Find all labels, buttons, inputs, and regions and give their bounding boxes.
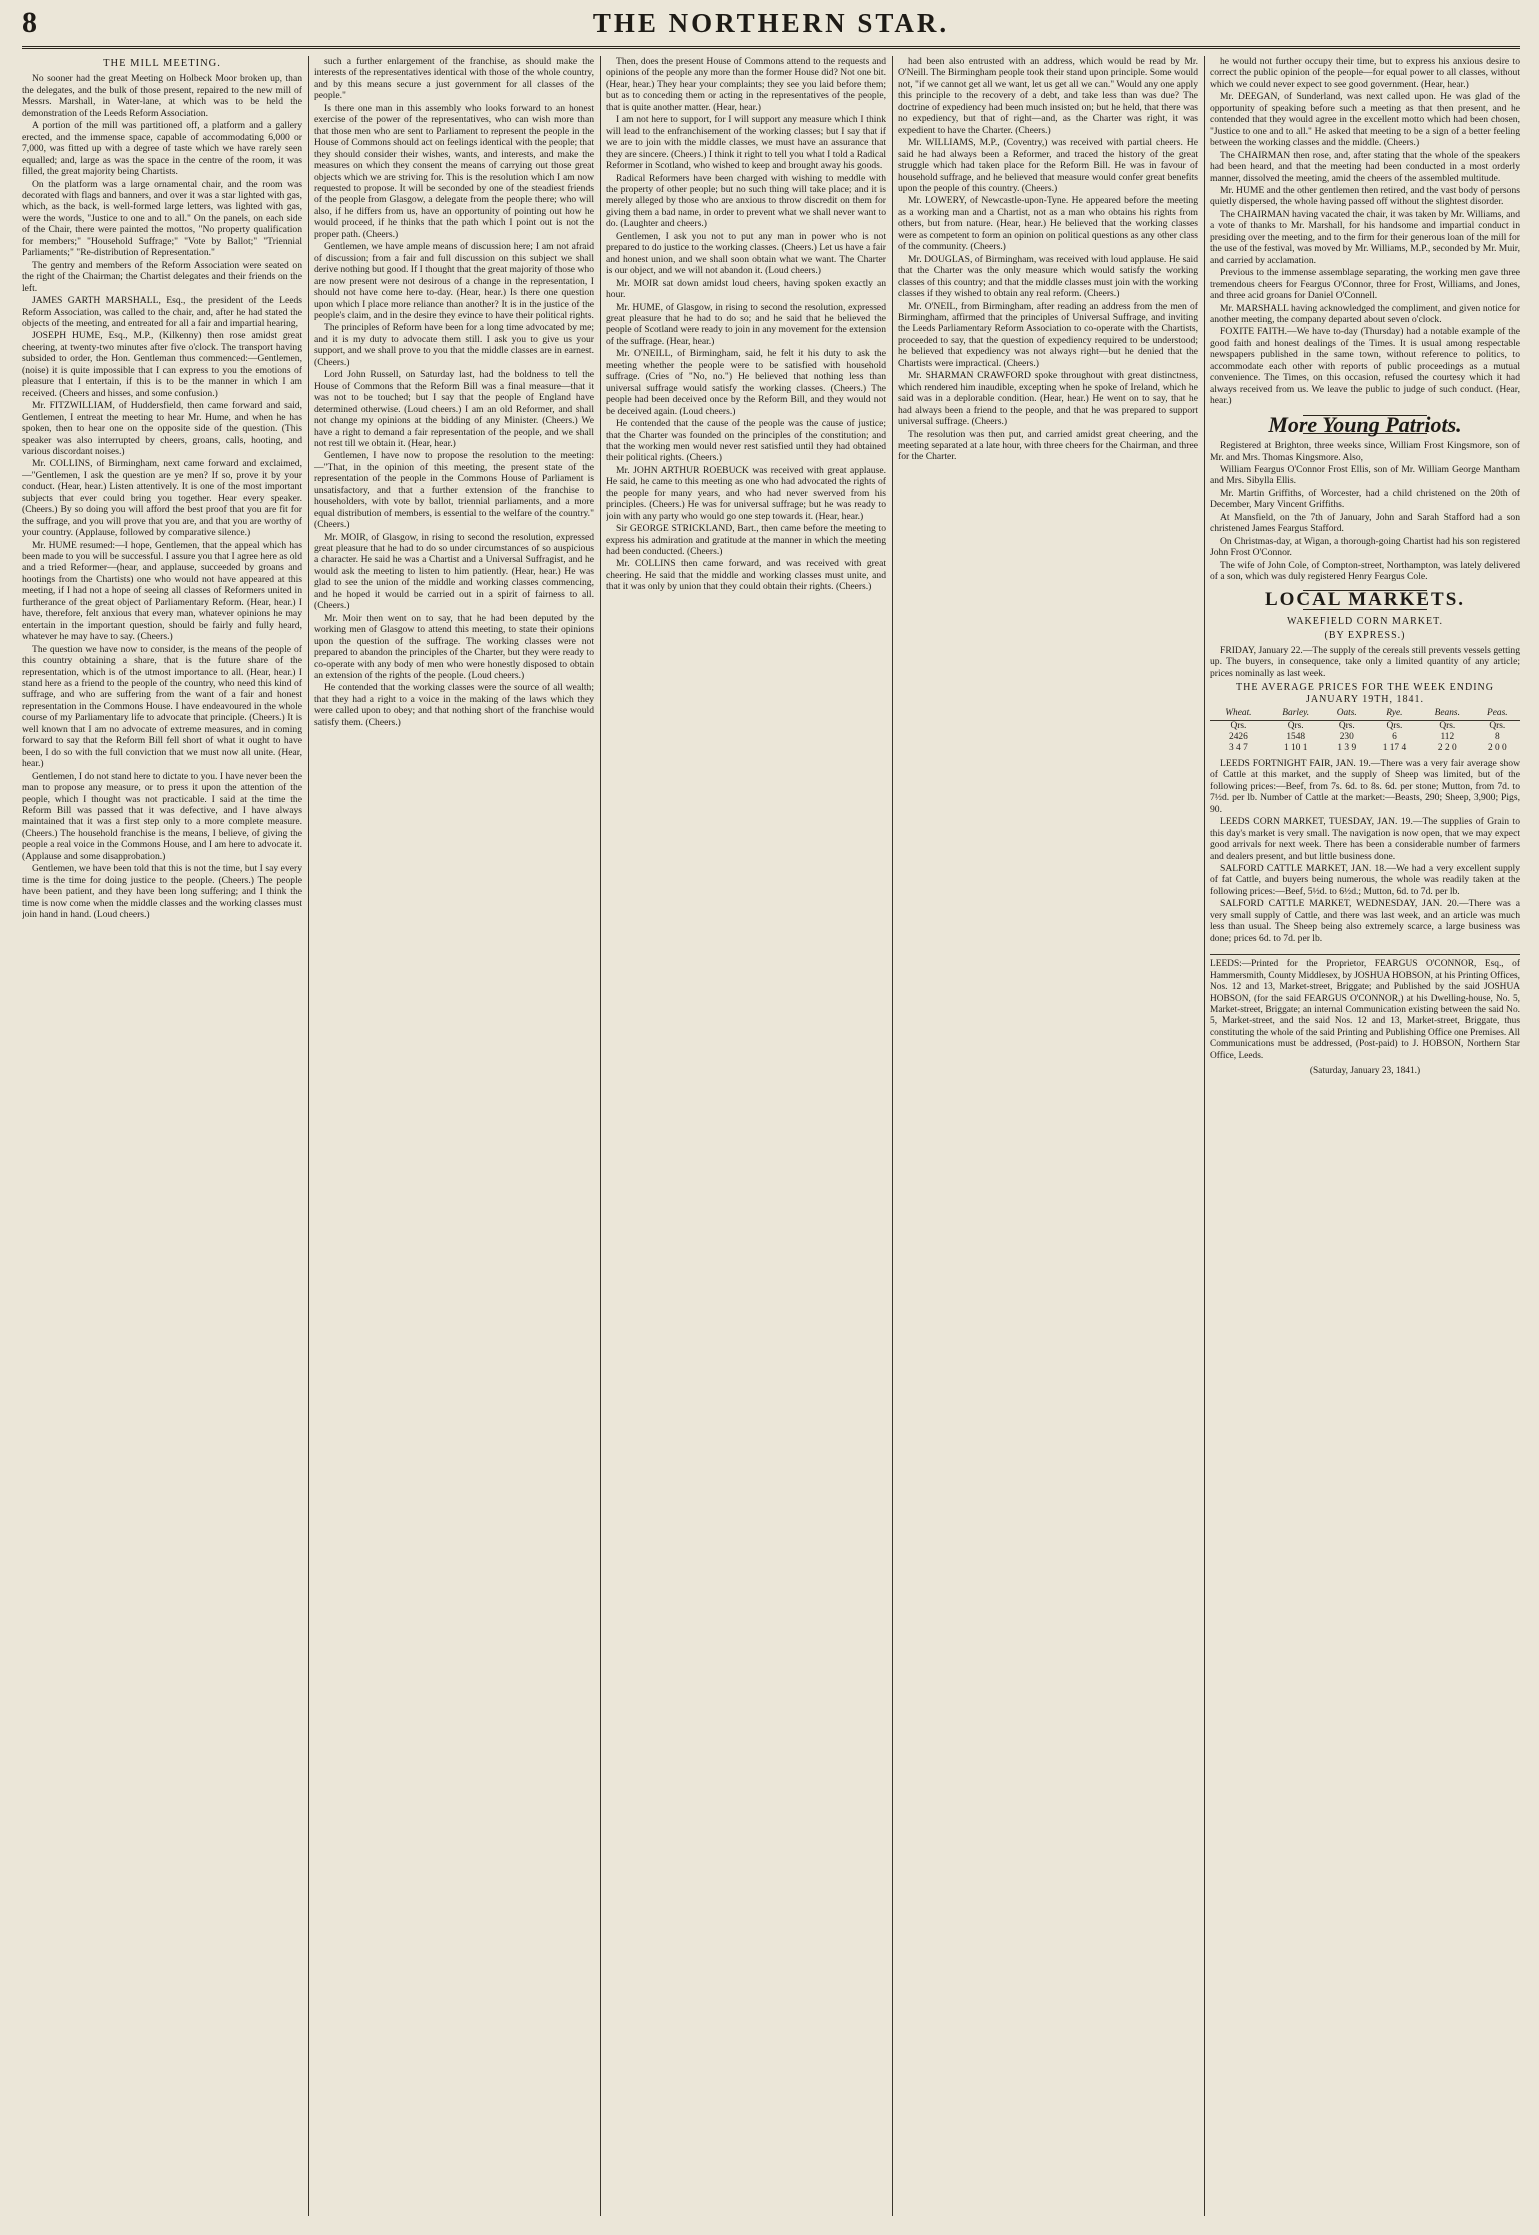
paragraph: Registered at Brighton, three weeks since, William Frost Kingsmore, son of Mr. and Mrs. Thomas Kingsmore. Also, <box>1210 440 1520 463</box>
market-subhead: WAKEFIELD CORN MARKET. <box>1287 615 1443 627</box>
paragraph: The question we have now to consider, is the means of the people of this country obtaining a share, that is the future share of the representation, which is of the utmost importance to all. (Hear, hear.) I stand here as a friend to the people of the country, who need this kind of suffrage, and who are suffering from the want of a fair and honest representation in the Commons House. I have endeavoured in the whole course of my Parliamentary life to advocate that principle. (Cheers.) It is well known that I am no advocate of extreme measures, and in coming forward to say that the Reform Bill fell short of what it ought to have been, I do so with the full conviction that we must now all unite. (Hear, hear.) <box>22 643 302 770</box>
table-cell: 1 10 1 <box>1283 743 1308 754</box>
paragraph: Mr. MOIR, of Glasgow, in rising to second the resolution, expressed great pleasure that he had to do so under circumstances of so auspicious a character. He said he was a Chartist and a Universal Suffragist, and he would ask the meeting to listen to him patiently. (Hear, hear.) He was glad to see the union of the middle and working classes commencing, and he hoped it would be carried out in a spirit of fairness to all. (Cheers.) <box>314 531 594 612</box>
table-cell: Qrs. <box>1489 720 1506 731</box>
paragraph: Mr. Martin Griffiths, of Worcester, had a child christened on the 20th of December, Mary Vincent Griffiths. <box>1210 487 1520 511</box>
paragraph: FOXITE FAITH.—We have to-day (Thursday) had a notable example of the good faith and honest dealings of the Times. It is usual among respectable newspapers published in the same town, without reference to politics, to accommodate each other with reports of public proceedings as a mutual convenience. The Times, on this occasion, refused the courtesy which it had always received from us. We leave the public to judge of such conduct. (Hear, hear.) <box>1210 326 1520 407</box>
paragraph: Mr. JOHN ARTHUR ROEBUCK was received with great applause. He said, he came to this meeting as one who had advocated the rights of the people for many years, and who had never swerved from his principles. (Cheers.) He was for universal suffrage; but he was ready to join with any party who would go one step towards it. (Hear, hear.) <box>606 464 886 522</box>
column-divider <box>1204 56 1205 2216</box>
table-cell: Qrs. <box>1338 720 1355 731</box>
paragraph: Lord John Russell, on Saturday last, had the boldness to tell the House of Commons that the Reform Bill was a final measure—that it was not to be touched; but I say that the people of England have determined otherwise. (Loud cheers.) I am an old Reformer, and shall not change my opinions at the bidding of any Minister. (Cheers.) We have a right to demand a fair representation of the people, and we shall not rest till we obtain it. (Hear, hear.) <box>314 369 594 449</box>
paragraph: The wife of John Cole, of Compton-street, Northampton, was lately delivered of a son, which was duly registered Henry Feargus Cole. <box>1210 559 1520 583</box>
price-table-units <box>1210 720 1520 732</box>
column-divider <box>892 56 893 2216</box>
table-cell: 2 0 0 <box>1487 743 1507 754</box>
paragraph: He contended that the working classes were the source of all wealth; that they had a right to a voice in the making of the laws which they were called upon to obey; and that nothing short of the franchise would satisfy them. (Cheers.) <box>314 682 594 728</box>
price-table-prices <box>1210 743 1520 754</box>
column-5 <box>1210 56 1520 2216</box>
paragraph: Mr. HUME and the other gentlemen then retired, and the vast body of persons quietly dispersed, the whole having passed off without the slightest disorder. <box>1210 184 1520 208</box>
paragraph: Then, does the present House of Commons attend to the requests and opinions of the people any more than the former House did? Not one bit. (Hear, hear.) They hear your complaints; they see you laid before them; but as to conceding them or acting in the representatives of the people, that is quite another matter. (Hear, hear.) <box>606 56 886 113</box>
section-header <box>1210 590 1520 609</box>
table-cell: 3 4 7 <box>1229 743 1248 754</box>
paragraph: LEEDS CORN MARKET, TUESDAY, JAN. 19.—The supplies of Grain to this day's market is very small. The navigation is now open, that we may expect good arrivals for next week. There has been a considerable number of farmers and dealers present, and but little business done. <box>1210 816 1520 862</box>
paragraph: he would not further occupy their time, but to express his anxious desire to correct the public opinion of the people—for equal power to all classes, without which we could never expect to see good government. (Hear, hear.) <box>1210 56 1520 90</box>
paragraph: SALFORD CATTLE MARKET, JAN. 18.—We had a very excellent supply of fat Cattle, and buyers being numerous, the whole was readily taken at the following prices:—Beef, 5½d. to 6½d.; Mutton, 6d. to 7d. per lb. <box>1210 863 1520 897</box>
article-heading: THE MILL MEETING. <box>103 58 221 69</box>
paragraph: Gentlemen, we have been told that this is not the time, but I say every time is the time for doing justice to the people. (Cheers.) The people have been patient, and they have been long suffering; and I think the time is now come when the middle classes and the working classes must join hand in hand. (Loud cheers.) <box>22 863 302 921</box>
table-cell: Peas. <box>1475 708 1520 720</box>
newspaper-title: THE NORTHERN STAR. <box>592 8 950 38</box>
article-body <box>22 73 302 920</box>
paragraph: Mr. DOUGLAS, of Birmingham, was received with loud applause. He said that the Charter was the only measure which would satisfy the working classes of this country; and that the middle classes must join with the working classes if they wished to obtain any real reform. (Cheers.) <box>898 253 1198 300</box>
column-divider <box>600 56 601 2216</box>
table-cell: 230 <box>1339 732 1354 743</box>
imprint-date: (Saturday, January 23, 1841.) <box>1309 1066 1421 1077</box>
paragraph: such a further enlargement of the franchise, as should make the interests of the representatives identical with those of the whole country, and by this means secure a just government for all classes of the people." <box>314 56 594 102</box>
price-table-heading: THE AVERAGE PRICES FOR THE WEEK ENDING JANUARY 19TH, 1841. <box>1235 682 1494 705</box>
paragraph: had been also entrusted with an address, which would be read by Mr. O'Neill. The Birmingham people took their stand upon principle. Some would not, "if we cannot get all we want, let us get all we can." Would any one apply this principle to the recovery of a debt, and take less than was due? The doctrine of expediency had been much insisted on; but he held, that there was no expediency, but that of right—and, as the Charter was right, it was expedient to have the Charter. (Cheers.) <box>898 56 1198 136</box>
paragraph: The CHAIRMAN having vacated the chair, it was taken by Mr. Williams, and a vote of thanks to Mr. Marshall, for his handsome and impartial conduct in presiding over the meeting, and to the firm for their generous loan of the mill for the use of the festival, was moved by Mr. Williams, M.P., seconded by Mr. Muir, and carried by acclamation. <box>1210 208 1520 266</box>
paragraph: JAMES GARTH MARSHALL, Esq., the president of the Leeds Reform Association, was called to the chair, and, after he had stated the objects of the meeting, and entreated for all a fair and impartial hearing, <box>22 295 302 329</box>
paragraph: Mr. FITZWILLIAM, of Huddersfield, then came forward and said, Gentlemen, I entreat the meeting to hear Mr. Hume, and when he has spoken, then to hear one on the opposite side of the question. (This speaker was also interrupted by cheers, groans, calls, hooting, and various discordant noises.) <box>22 400 302 457</box>
market-intro: FRIDAY, January 22.—The supply of the cereals still prevents vessels getting up. The buyers, in consequence, take only a limited quantity of any article; prices nominally as last week. <box>1210 644 1520 679</box>
paragraph: A portion of the mill was partitioned off, a platform and a gallery erected, and the immense space, capable of accommodating 6,000 or 7,000, was fitted up with a degree of taste which we have rarely seen equalled; and, large as was the space in the centre of the room, it was filled, the great majority being Chartists. <box>22 120 302 178</box>
paragraph: The CHAIRMAN then rose, and, after stating that the whole of the speakers had been heard, and that the meeting had been conducted in a most orderly manner, dissolved the meeting, amid the cheers of the assembled multitude. <box>1210 149 1520 184</box>
column-4 <box>898 56 1198 2216</box>
paragraph: William Feargus O'Connor Frost Ellis, son of Mr. William George Mantham and Mrs. Sibylla Ellis. <box>1210 463 1520 487</box>
paragraph: Mr. O'NEILL, of Birmingham, said, he felt it his duty to ask the meeting whether the people were to be satisfied with household suffrage. (Cries of "No, no.") He believed that nothing less than universal suffrage would satisfy the working classes. (Cheers.) The people had been deceived once by the Reform Bill, and they would not be deceived again. (Loud cheers.) <box>606 348 886 417</box>
paragraph: Mr. DEEGAN, of Sunderland, was next called upon. He was glad of the opportunity of speaking before such a meeting as that then present, and he contended that they would agree in the excellent motto which had been chosen, "Justice to one and to all." He asked that meeting to be a sign of a better feeling between the working classes and the middle. (Cheers.) <box>1210 91 1520 149</box>
paragraph: Is there one man in this assembly who looks forward to an honest exercise of the power of the representatives, who can wish more than that those men who are sent to Parliament to represent the people in the House of Commons should act on feelings identical with the people; that they should consider their wishes, wants, and interests, and make the measures on which they consent the means of carrying out those great objects which we are striving for. This is the resolution which I am now requested to propose. It will be seconded by one of the steadiest friends of the people from Glasgow, a delegate from the people there; who will also, if he differs from us, have an opportunity of pointing out how he would proceed, if he thinks that the path which I point out is not the proper path. (Cheers.) <box>314 102 594 240</box>
section-title-young-patriots: More Young Patriots. <box>1268 411 1462 437</box>
table-cell: 2 2 0 <box>1437 743 1457 754</box>
price-table-header <box>1210 708 1520 720</box>
article-body <box>606 56 886 593</box>
imprint <box>1210 954 1520 1078</box>
article-body <box>1210 56 1520 407</box>
paragraph: Mr. MOIR sat down amidst loud cheers, having spoken exactly an hour. <box>606 277 886 301</box>
paragraph: The resolution was then put, and carried amidst great cheering, and the meeting separated at a late hour, with three cheers for the Chairman, and three for the Charter. <box>898 428 1198 463</box>
table-cell: Barley. <box>1267 708 1325 720</box>
imprint-text: LEEDS:—Printed for the Proprietor, FEARGUS O'CONNOR, Esq., of Hammersmith, County Middlesex, by JOSHUA HOBSON, at his Printing Offices, Nos. 12 and 13, Market-street, Briggate; and Published by the said JOSHUA HOBSON, (for the said FEARGUS O'CONNOR,) at his Dwelling-house, No. 5, Market-street, Briggate; an internal Communication existing between the said No. 5, Market-street, and the said Nos. 12 and 13, Market-street, Briggate, thus constituting the whole of the said Printing and Publishing Office one Premises. All Communications must be addressed, (Post-paid) to J. HOBSON, Northern Star Office, Leeds. <box>1210 959 1520 1061</box>
table-cell: Qrs. <box>1230 720 1247 731</box>
market-reports <box>1210 758 1520 944</box>
article-body <box>1210 440 1520 582</box>
table-cell: Qrs. <box>1287 720 1304 731</box>
section-title-local-markets: LOCAL MARKETS. <box>1264 589 1466 611</box>
table-cell: Wheat. <box>1210 708 1267 720</box>
paragraph: Mr. WILLIAMS, M.P., (Coventry,) was received with partial cheers. He said he had always been a Reformer, and traced the history of the great struggle which had taken place for the Reform Bill. He was in favour of household suffrage, and he believed that measure would confer great benefits upon the people of this country. (Cheers.) <box>898 137 1198 194</box>
table-cell: 112 <box>1440 732 1455 743</box>
paragraph: Mr. COLLINS, of Birmingham, next came forward and exclaimed,—"Gentlemen, I ask the question are ye men? If so, prove it by your conduct. (Hear, hear.) Listen attentively. It is one of the most important subjects that ever could bring you together. Hear every speaker. (Cheers.) By so doing you will afford the best proof that you are fit for the suffrage, and you will prove that you are, and that you are worthy of your country. (Applause, followed by comparative silence.) <box>22 458 302 539</box>
price-table-quantities <box>1210 732 1520 743</box>
table-cell: Oats. <box>1325 708 1369 720</box>
paragraph: Mr. Moir then went on to say, that he had been deputed by the working men of Glasgow to attend this meeting, to state their opinions upon the question of the suffrage. The working classes were not prepared to abandon the principles of the Charter, but they were ready to co-operate with any body of men who were honestly disposed to obtain an extension of the rights of the people. (Loud cheers.) <box>314 612 594 682</box>
market-subhead-note: (BY EXPRESS.) <box>1324 630 1406 642</box>
column-divider <box>308 56 309 2216</box>
price-table <box>1210 708 1520 755</box>
masthead <box>22 6 1520 49</box>
column-2 <box>314 56 594 2216</box>
paragraph: On Christmas-day, at Wigan, a thorough-going Chartist had his son registered John Frost O'Connor. <box>1210 535 1520 559</box>
table-cell: Qrs. <box>1386 720 1403 731</box>
table-cell: 2426 <box>1229 732 1248 743</box>
paragraph: JOSEPH HUME, Esq., M.P., (Kilkenny) then rose amidst great cheering, at twenty-two minutes after five o'clock. The transport having subsided to order, the Hon. Gentleman thus commenced:—Gentlemen, (noise) it is quite impossible that I can express to you the emotions of pleasure that I entertain, if this is to be the manner in which I am received. (Cheers and hisses, and some confusion.) <box>22 330 302 399</box>
paragraph: Sir GEORGE STRICKLAND, Bart., then came before the meeting to express his admiration and gratitude at the manner in which the meeting had been conducted. (Cheers.) <box>606 523 886 558</box>
page-number: 8 <box>22 6 37 39</box>
paragraph: Previous to the immense assemblage separating, the working men gave three tremendous cheers for Feargus O'Connor, three for Frost, Williams, and Jones, and three acid groans for Daniel O'Connell. <box>1210 267 1520 302</box>
table-cell: 1548 <box>1286 732 1306 743</box>
paragraph: Gentlemen, we have ample means of discussion here; I am not afraid of discussion; from a fair and full discussion on this subject we shall derive nothing but good. If I thought that the great majority of those who are now present were not desirous of a change in the representation, I should not have come here to-day. (Hear, hear.) Is there one question upon which I place more reliance than another? It is in the justice of the people's claim, and in the desire they evince to have their political rights. <box>314 241 594 321</box>
table-cell: 6 <box>1392 732 1397 743</box>
paragraph: I am not here to support, for I will support any measure which I think will lead to the enfranchisement of the working classes; but I say that if we are to join with the middle classes, we must have an assurance that they are sincere. (Cheers.) I think it right to tell you what I told a Radical Reformer in Scotland, who wished to keep and brought away his goods. <box>606 114 886 172</box>
paragraph: At Mansfield, on the 7th of January, John and Sarah Stafford had a son christened James Feargus Stafford. <box>1210 511 1520 535</box>
paragraph: Mr. HUME, of Glasgow, in rising to second the resolution, expressed great pleasure that he had to do so; and he said that he believed the people of Scotland were ready to join in any movement for the extension of the suffrage. (Hear, hear.) <box>606 301 886 347</box>
paragraph: Mr. LOWERY, of Newcastle-upon-Tyne. He appeared before the meeting as a working man and a Chartist, not as a man who obtains his rights from others, but from nature. (Hear, hear.) He believed that the working classes were as competent to form an opinion on political questions as any other class of the community. (Cheers.) <box>898 195 1198 253</box>
table-cell: Beans. <box>1420 708 1475 720</box>
column-3 <box>606 56 886 2216</box>
table-cell: 8 <box>1494 732 1500 743</box>
paragraph: Mr. HUME resumed:—I hope, Gentlemen, that the appeal which has been made to you will be successful. I assure you that I agree here as old and a tried Reformer—(hear, and applause, succeeded by groans and hootings from the Chartists) one who would not have appeared at this meeting, if I had not a hope of seeing all classes of Reformers united in furtherance of the great object of Parliamentary Reform. (Hear, hear.) I have, therefore, felt anxious that every man, whatever opinions he may entertain in the important question, should be fairly and fully heard, whatever he may have to say. (Cheers.) <box>22 539 302 643</box>
table-cell: Rye. <box>1369 708 1420 720</box>
paragraph: Mr. COLLINS then came forward, and was received with great cheering. He said that the middle and working classes must unite, and that it was only by union that they could obtain their rights. (Cheers.) <box>606 558 886 593</box>
paragraph: Radical Reformers have been charged with wishing to meddle with the property of other people; but no such thing will take place; and it is merely alleged by those who are anxious to throw discredit on them for giving them a bad name, in order to prevent what we shall never want to do. (Laughter and cheers.) <box>606 172 886 230</box>
table-cell: Qrs. <box>1439 720 1456 731</box>
table-cell: 1 3 9 <box>1337 743 1357 754</box>
article-body <box>898 56 1198 463</box>
paragraph: The principles of Reform have been for a long time advocated by me; and it is my duty to advocate them still. I ask you to give us your support, and we shall prove to you that the middle classes are in earnest. (Cheers.) <box>314 322 594 368</box>
paragraph: The gentry and members of the Reform Association were seated on the right of the Chairman; the Chartist delegates and their friends on the left. <box>22 259 302 294</box>
paragraph: SALFORD CATTLE MARKET, WEDNESDAY, JAN. 20.—There was a very small supply of Cattle, and there was last week, and an article was much less than usual. The Sheep being also extremely scarce, a large business was done; prices 6d. to 7d. per lb. <box>1210 898 1520 944</box>
paragraph: On the platform was a large ornamental chair, and the room was decorated with flags and banners, and over it was a star lighted with gas, which, as the back, is well-formed large letters, was lighted with gas, were the words, "Justice to one and to all." On the panels, on each side of the Chair, there were painted the mottos, "No property qualification for members;" "Household Suffrage;" "Vote by Ballot;" "Triennial Parliaments;" "Re-distribution of Representation." <box>22 178 302 259</box>
paragraph: No sooner had the great Meeting on Holbeck Moor broken up, than the delegates, and the bulk of those present, repaired to the new mill of Messrs. Marshall, in Water-lane, at which was to be held the demonstration of the Leeds Reform Association. <box>22 73 302 119</box>
column-1 <box>22 56 302 2216</box>
paragraph: Gentlemen, I have now to propose the resolution to the meeting:—"That, in the opinion of this meeting, the present state of the representation of the people in the Commons House of Parliament is unsatisfactory, and that a further extension of the franchise to householders, with vote by ballot, triennial parliaments, and a more equal distribution of members, is essential to the welfare of the country." (Cheers.) <box>314 450 594 531</box>
paragraph: Mr. O'NEIL, from Birmingham, after reading an address from the men of Birmingham, affirmed that the principles of Universal Suffrage, and inviting the Leeds Parliamentary Reform Association to co-operate with the Chartists, proceeded to say, that the question of expediency required to be understood; he believed that expediency was not always right—but he denied that the Chartists were impractical. (Cheers.) <box>898 300 1198 369</box>
article-body <box>314 56 594 728</box>
paragraph: Gentlemen, I do not stand here to dictate to you. I have never been the man to propose any measure, or to press it upon the attention of the people, which I thought was not practicable. I said at the time the Reform Bill was passed that it was defective, and I have always maintained that it was a first step only to a more complete measure. (Cheers.) The household franchise is the means, I believe, of giving the people a real voice in the Commons House, and I am here to advocate it. (Applause and some disapprobation.) <box>22 770 302 862</box>
paragraph: LEEDS FORTNIGHT FAIR, JAN. 19.—There was a very fair average show of Cattle at this market, and the supply of Sheep was limited, but of the following prices:—Beef, from 7s. 6d. to 8s. 6d. per stone; Mutton, from 7d. to 7½d. per lb. Number of Cattle at the market:—Beasts, 290; Sheep, 3,900; Pigs, 90. <box>1210 757 1520 815</box>
section-header <box>1210 411 1520 437</box>
table-cell: 1 17 4 <box>1382 743 1407 754</box>
paragraph: Mr. MARSHALL having acknowledged the compliment, and given notice for another meeting, the company departed about seven o'clock. <box>1210 302 1520 325</box>
paragraph: Gentlemen, I ask you not to put any man in power who is not prepared to do justice to the working classes. (Cheers.) Let us have a fair and honest union, and we shall soon obtain what we want. The Charter is our object, and we will not abandon it. (Loud cheers.) <box>606 230 886 277</box>
paragraph: He contended that the cause of the people was the cause of justice; that the Charter was founded on the principles of the constitution; and that the working men would never rest satisfied until they had obtained their political rights. (Cheers.) <box>606 418 886 464</box>
paragraph: Mr. SHARMAN CRAWFORD spoke throughout with great distinctness, which rendered him inaudible, excepting when he spoke of Ireland, which he said was in a deplorable condition. (Hear, hear.) He went on to say, that he had always been a friend to the people, and that he was prepared to support universal suffrage. (Cheers.) <box>898 370 1198 428</box>
